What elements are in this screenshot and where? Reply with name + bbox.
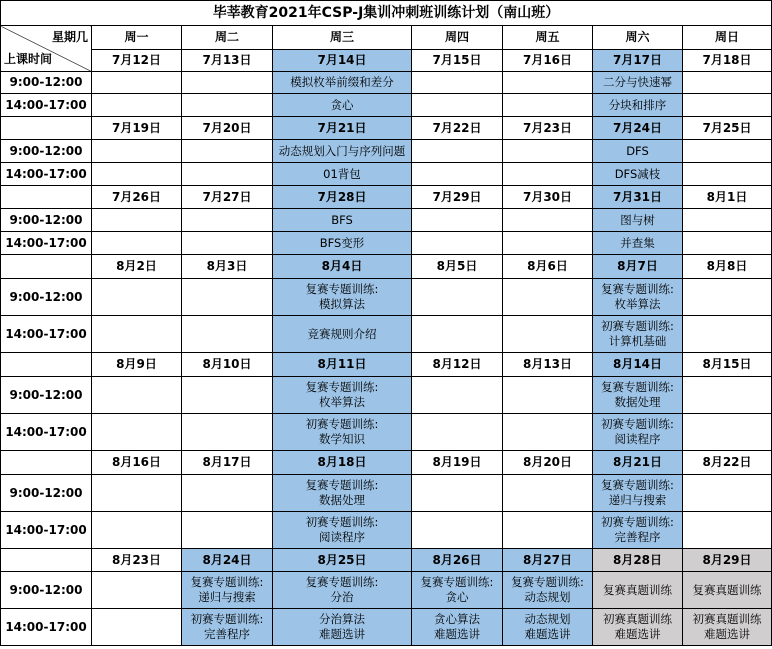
course-text-line: 递归与搜索 <box>198 590 256 604</box>
course-cell-am-sun: 复赛真题训练 <box>683 572 772 609</box>
course-cell-pm-wed: 竞赛规则介绍 <box>273 316 412 353</box>
date-cell-tue: 8月17日 <box>182 451 273 475</box>
date-cell-thu: 8月12日 <box>412 353 503 377</box>
date-cell-mon: 8月23日 <box>92 549 182 572</box>
course-cell-am-sat: DFS <box>593 140 683 163</box>
course-cell-am-tue <box>182 209 273 232</box>
date-cell-thu: 7月29日 <box>412 186 503 209</box>
course-cell-pm-fri <box>503 609 593 646</box>
course-text-line: 完善程序 <box>204 627 250 641</box>
course-cell-am-fri <box>503 279 593 316</box>
course-cell-am-wed <box>273 279 412 316</box>
course-cell-pm-sat <box>593 512 683 549</box>
course-cell-pm-tue <box>182 609 273 646</box>
course-cell-pm-sat <box>593 414 683 451</box>
date-cell-thu: 8月19日 <box>412 451 503 475</box>
date-row-spacer <box>1 117 92 140</box>
date-cell-wed: 8月25日 <box>273 549 412 572</box>
course-cell-am-fri <box>503 209 593 232</box>
date-cell-tue: 8月24日 <box>182 549 273 572</box>
course-cell-am-thu <box>412 209 503 232</box>
course-cell-am-sat <box>593 377 683 414</box>
course-text-line: 难题选讲 <box>704 627 750 641</box>
course-text-line: 复赛专题训练: <box>601 282 674 296</box>
course-text-line: 分治 <box>330 590 354 604</box>
course-cell-pm-thu <box>412 609 503 646</box>
course-cell-am-thu <box>412 72 503 94</box>
course-cell-am-mon <box>92 209 182 232</box>
course-text-line: 初赛专题训练: <box>601 515 674 529</box>
course-cell-am-fri <box>503 140 593 163</box>
course-text-line: 递归与搜索 <box>608 493 667 507</box>
course-cell-pm-sun <box>683 94 772 117</box>
date-cell-fri: 8月13日 <box>503 353 593 377</box>
date-cell-mon: 8月9日 <box>92 353 182 377</box>
course-cell-am-sun <box>683 209 772 232</box>
course-text-line: 数据处理 <box>614 395 661 409</box>
course-text-line: 贪心算法 <box>434 612 480 626</box>
course-text-line: 难题选讲 <box>319 627 365 641</box>
course-cell-am-fri <box>503 72 593 94</box>
course-cell-pm-tue <box>182 512 273 549</box>
date-cell-wed: 8月4日 <box>273 255 412 279</box>
course-cell-pm-wed: BFS变形 <box>273 232 412 255</box>
course-cell-pm-mon <box>92 163 182 186</box>
course-cell-pm-thu <box>412 414 503 451</box>
weekday-header-tue: 周二 <box>182 26 273 50</box>
time-slot-am: 9:00-12:00 <box>1 209 92 232</box>
course-cell-am-sun <box>683 475 772 512</box>
course-text-line: 枚举算法 <box>319 395 365 409</box>
date-cell-fri: 8月20日 <box>503 451 593 475</box>
course-cell-am-fri <box>503 572 593 609</box>
course-cell-pm-tue <box>182 94 273 117</box>
weekday-header-thu: 周四 <box>412 26 503 50</box>
course-cell-am-mon <box>92 72 182 94</box>
time-slot-pm: 14:00-17:00 <box>1 316 92 353</box>
course-cell-am-tue <box>182 140 273 163</box>
course-cell-pm-sun <box>683 414 772 451</box>
course-cell-pm-sat: 并查集 <box>593 232 683 255</box>
course-cell-am-thu <box>412 572 503 609</box>
date-cell-fri: 7月23日 <box>503 117 593 140</box>
weekday-header-sun: 周日 <box>683 26 772 50</box>
course-text-line: 数学知识 <box>319 432 365 446</box>
course-cell-am-sun <box>683 140 772 163</box>
course-cell-pm-mon <box>92 232 182 255</box>
course-cell-am-wed: 动态规划入门与序列问题 <box>273 140 412 163</box>
course-cell-am-wed <box>273 572 412 609</box>
date-cell-wed: 8月11日 <box>273 353 412 377</box>
time-slot-am: 9:00-12:00 <box>1 72 92 94</box>
date-cell-tue: 8月10日 <box>182 353 273 377</box>
course-cell-pm-wed <box>273 512 412 549</box>
course-cell-am-mon <box>92 572 182 609</box>
course-cell-am-sat: 复赛真题训练 <box>593 572 683 609</box>
course-cell-am-sun <box>683 72 772 94</box>
course-cell-am-tue <box>182 279 273 316</box>
time-slot-am: 9:00-12:00 <box>1 572 92 609</box>
date-cell-tue: 7月27日 <box>182 186 273 209</box>
weekday-axis-label: 星期几 <box>51 30 88 44</box>
course-cell-am-thu <box>412 140 503 163</box>
course-cell-pm-wed <box>273 414 412 451</box>
course-cell-pm-wed: 贪心 <box>273 94 412 117</box>
course-text-line: 分治算法 <box>319 612 365 626</box>
course-cell-am-sun <box>683 279 772 316</box>
course-text-line: 初赛专题训练: <box>305 515 379 529</box>
course-cell-am-mon <box>92 377 182 414</box>
date-cell-wed: 8月18日 <box>273 451 412 475</box>
weekday-header-wed: 周三 <box>273 26 412 50</box>
course-cell-pm-tue <box>182 163 273 186</box>
course-text-line: 复赛专题训练: <box>305 478 379 492</box>
course-text-line: 复赛专题训练: <box>420 575 494 589</box>
course-text-line: 初赛专题训练: <box>601 417 674 431</box>
course-cell-pm-sun <box>683 163 772 186</box>
corner-header <box>1 26 92 72</box>
course-cell-am-sun <box>683 377 772 414</box>
course-cell-pm-thu <box>412 316 503 353</box>
course-text-line: 复赛专题训练: <box>601 380 674 394</box>
course-cell-pm-thu <box>412 512 503 549</box>
course-cell-am-sat <box>593 475 683 512</box>
course-cell-am-tue <box>182 72 273 94</box>
date-cell-fri: 7月30日 <box>503 186 593 209</box>
date-cell-sat: 8月21日 <box>593 451 683 475</box>
date-cell-mon: 7月19日 <box>92 117 182 140</box>
date-cell-fri: 8月6日 <box>503 255 593 279</box>
course-cell-pm-fri <box>503 94 593 117</box>
time-slot-am: 9:00-12:00 <box>1 279 92 316</box>
course-cell-pm-sat: 分块和排序 <box>593 94 683 117</box>
course-cell-pm-fri <box>503 414 593 451</box>
date-cell-sun: 8月1日 <box>683 186 772 209</box>
course-cell-pm-sat <box>593 316 683 353</box>
course-text-line: 阅读程序 <box>319 530 365 544</box>
date-row-spacer <box>1 549 92 572</box>
course-cell-am-wed <box>273 377 412 414</box>
course-text-line: 复赛专题训练: <box>305 575 379 589</box>
course-cell-pm-tue <box>182 316 273 353</box>
date-cell-sat: 8月28日 <box>593 549 683 572</box>
course-cell-am-sat <box>593 279 683 316</box>
course-cell-pm-mon <box>92 94 182 117</box>
course-cell-pm-thu <box>412 163 503 186</box>
course-text-line: 初赛真题训练 <box>603 612 672 626</box>
date-cell-sun: 7月25日 <box>683 117 772 140</box>
date-cell-wed: 7月21日 <box>273 117 412 140</box>
course-cell-pm-mon <box>92 512 182 549</box>
date-cell-sun: 8月22日 <box>683 451 772 475</box>
course-text-line: 动态规划 <box>524 590 571 604</box>
course-text-line: 复赛专题训练: <box>305 282 379 296</box>
date-cell-tue: 7月20日 <box>182 117 273 140</box>
course-text-line: 枚举算法 <box>614 297 661 311</box>
time-slot-pm: 14:00-17:00 <box>1 163 92 186</box>
course-text-line: 难题选讲 <box>434 627 480 641</box>
course-cell-am-tue <box>182 475 273 512</box>
course-cell-am-tue <box>182 377 273 414</box>
course-text-line: 计算机基础 <box>608 334 667 348</box>
course-cell-pm-sun <box>683 232 772 255</box>
date-cell-thu: 7月15日 <box>412 50 503 72</box>
course-cell-am-thu <box>412 475 503 512</box>
course-cell-pm-mon <box>92 609 182 646</box>
course-cell-pm-sat <box>593 609 683 646</box>
time-slot-am: 9:00-12:00 <box>1 475 92 512</box>
course-cell-pm-wed: 01背包 <box>273 163 412 186</box>
course-text-line: 动态规划 <box>524 612 571 626</box>
course-cell-am-wed <box>273 475 412 512</box>
date-cell-sun: 8月8日 <box>683 255 772 279</box>
date-cell-tue: 7月13日 <box>182 50 273 72</box>
schedule-title: 毕莘教育2021年CSP-J集训冲刺班训练计划（南山班） <box>1 1 772 26</box>
course-text-line: 复赛专题训练: <box>305 380 379 394</box>
course-cell-am-sat: 二分与快速幂 <box>593 72 683 94</box>
course-cell-pm-sun <box>683 609 772 646</box>
date-cell-sat: 8月14日 <box>593 353 683 377</box>
date-cell-sat: 7月17日 <box>593 50 683 72</box>
time-slot-am: 9:00-12:00 <box>1 140 92 163</box>
date-row-spacer <box>1 451 92 475</box>
course-cell-pm-mon <box>92 316 182 353</box>
course-cell-am-wed: 模拟枚举前缀和差分 <box>273 72 412 94</box>
course-cell-am-wed: BFS <box>273 209 412 232</box>
weekday-header-sat: 周六 <box>593 26 683 50</box>
date-cell-mon: 7月12日 <box>92 50 182 72</box>
date-cell-mon: 8月16日 <box>92 451 182 475</box>
time-slot-pm: 14:00-17:00 <box>1 512 92 549</box>
time-slot-pm: 14:00-17:00 <box>1 414 92 451</box>
course-cell-am-thu <box>412 279 503 316</box>
time-axis-label: 上课时间 <box>4 52 53 66</box>
course-cell-am-thu <box>412 377 503 414</box>
date-cell-sat: 7月31日 <box>593 186 683 209</box>
date-cell-mon: 8月2日 <box>92 255 182 279</box>
date-cell-sun: 8月15日 <box>683 353 772 377</box>
course-cell-pm-sun <box>683 512 772 549</box>
weekday-header-fri: 周五 <box>503 26 593 50</box>
time-slot-pm: 14:00-17:00 <box>1 232 92 255</box>
date-cell-fri: 8月27日 <box>503 549 593 572</box>
course-text-line: 复赛专题训练: <box>601 478 674 492</box>
course-cell-pm-tue <box>182 414 273 451</box>
date-cell-wed: 7月28日 <box>273 186 412 209</box>
course-text-line: 复赛专题训练: <box>511 575 584 589</box>
course-text-line: 数据处理 <box>319 493 365 507</box>
course-text-line: 初赛专题训练: <box>190 612 264 626</box>
date-row-spacer <box>1 255 92 279</box>
weekday-header-mon: 周一 <box>92 26 182 50</box>
date-cell-thu: 8月26日 <box>412 549 503 572</box>
date-cell-thu: 8月5日 <box>412 255 503 279</box>
course-text-line: 难题选讲 <box>524 627 571 641</box>
course-text-line: 初赛专题训练: <box>601 319 674 333</box>
course-cell-pm-thu <box>412 232 503 255</box>
course-text-line: 初赛真题训练 <box>692 612 762 626</box>
date-cell-fri: 7月16日 <box>503 50 593 72</box>
course-text-line: 复赛专题训练: <box>190 575 264 589</box>
course-cell-pm-mon <box>92 414 182 451</box>
course-cell-am-fri <box>503 475 593 512</box>
course-cell-pm-fri <box>503 232 593 255</box>
date-cell-thu: 7月22日 <box>412 117 503 140</box>
date-cell-tue: 8月3日 <box>182 255 273 279</box>
date-cell-sun: 7月18日 <box>683 50 772 72</box>
course-cell-am-fri <box>503 377 593 414</box>
time-slot-pm: 14:00-17:00 <box>1 94 92 117</box>
course-cell-pm-thu <box>412 94 503 117</box>
date-cell-sun: 8月29日 <box>683 549 772 572</box>
course-cell-am-sat: 图与树 <box>593 209 683 232</box>
date-row-spacer <box>1 186 92 209</box>
course-text-line: 模拟算法 <box>319 297 365 311</box>
course-cell-am-mon <box>92 475 182 512</box>
course-text-line: 贪心 <box>445 590 469 604</box>
course-cell-am-tue <box>182 572 273 609</box>
date-cell-mon: 7月26日 <box>92 186 182 209</box>
course-cell-am-mon <box>92 279 182 316</box>
course-cell-pm-sun <box>683 316 772 353</box>
course-cell-pm-fri <box>503 512 593 549</box>
course-cell-pm-sat: DFS减枝 <box>593 163 683 186</box>
course-cell-pm-fri <box>503 316 593 353</box>
course-cell-pm-tue <box>182 232 273 255</box>
course-cell-am-mon <box>92 140 182 163</box>
date-cell-sat: 7月24日 <box>593 117 683 140</box>
time-slot-am: 9:00-12:00 <box>1 377 92 414</box>
course-cell-pm-fri <box>503 163 593 186</box>
date-cell-sat: 8月7日 <box>593 255 683 279</box>
course-text-line: 完善程序 <box>614 530 661 544</box>
date-cell-wed: 7月14日 <box>273 50 412 72</box>
course-text-line: 初赛专题训练: <box>305 417 379 431</box>
time-slot-pm: 14:00-17:00 <box>1 609 92 646</box>
course-text-line: 难题选讲 <box>614 627 661 641</box>
course-text-line: 阅读程序 <box>614 432 661 446</box>
course-cell-pm-wed <box>273 609 412 646</box>
date-row-spacer <box>1 353 92 377</box>
